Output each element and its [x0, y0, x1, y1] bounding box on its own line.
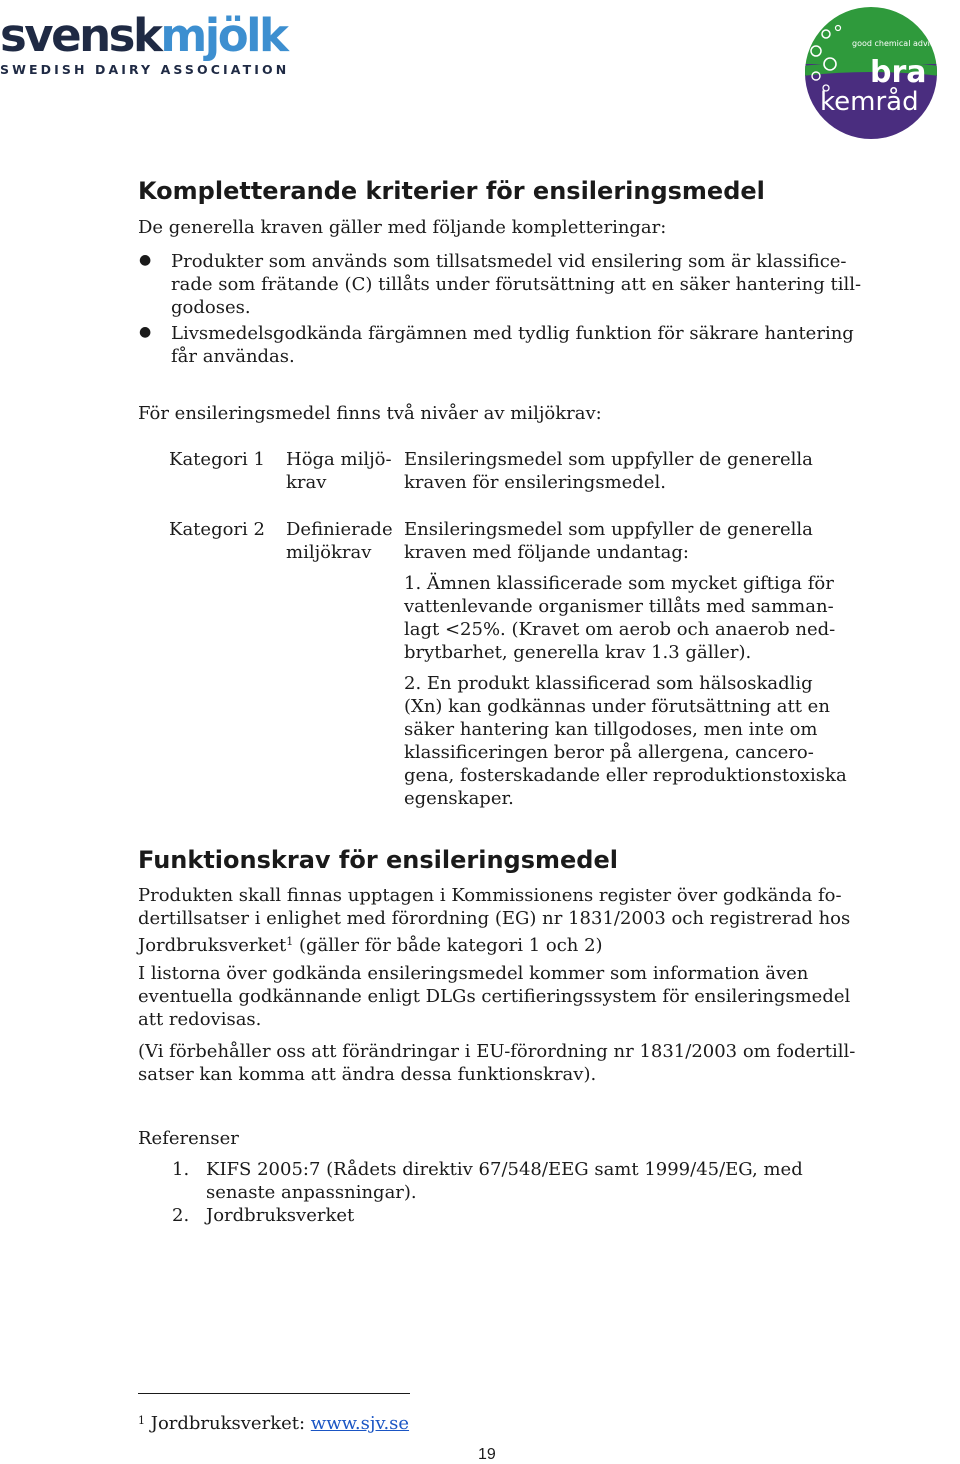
footnote-ref: 1	[286, 935, 294, 948]
category-2-exception-1: 1. Ämnen klassificerade som mycket giftiga för vattenlevande organismer tillåts med samman- lagt <25%. (Kravet om aerob och anaerob ned- brytbarhet, generella krav 1.3 gäller).	[404, 573, 836, 663]
category-1-name: Kategori 1	[169, 449, 265, 470]
section-title-criteria: Kompletterande kriterier för ensileringsmedel	[138, 177, 765, 205]
reference-item-2: Jordbruksverket	[206, 1205, 355, 1226]
reference-item-1: KIFS 2005:7 (Rådets direktiv 67/548/EEG samt 1999/45/EG, med senaste anpassningar).	[206, 1159, 803, 1203]
bullet-marker: ●	[139, 324, 152, 340]
reference-number: 1.	[172, 1159, 190, 1180]
category-2-exception-2: 2. En produkt klassificerad som hälsoskadlig (Xn) kan godkännas under förutsättning att en säker hantering kan tillgodoses, men inte om klassificeringen beror på allergena, cancero- gena, fosterskadande eller reproduktionstoxiska egenskaper.	[404, 673, 847, 809]
section-title-function: Funktionskrav för ensileringsmedel	[138, 846, 618, 874]
category-2-level: Definierade miljökrav	[286, 519, 393, 563]
function-paragraph-3: (Vi förbehåller oss att förändringar i EU-förordning nr 1831/2003 om fodertill- satser kan komma att ändra dessa funktionskrav).	[138, 1041, 856, 1085]
logo-kemrad-text: kemråd	[820, 87, 919, 117]
reference-number: 2.	[172, 1205, 190, 1226]
function-paragraph-2: I listorna över godkända ensileringsmedel kommer som information även eventuella godkännande enligt DLGs certifieringssystem för ensileringsmedel att redovisas.	[138, 963, 851, 1030]
references-title: Referenser	[138, 1128, 239, 1149]
function-paragraph-1: Produkten skall finnas upptagen i Kommissionens register över godkända fo- dertillsatser i enlighet med förordning (EG) nr 1831/2003 och registrerad hos Jordbruksverket$^1$ (gäller för både kategori 1 och 2)	[138, 885, 851, 956]
logo-bra-text: bra	[870, 55, 927, 90]
page-number: 19	[478, 1446, 496, 1463]
category-1-level: Höga miljö- krav	[286, 449, 392, 493]
logo-wordmark: svenskmjölk	[0, 9, 287, 62]
levels-intro: För ensileringsmedel finns två nivåer av miljökrav:	[138, 403, 602, 424]
footnote-divider	[138, 1393, 410, 1394]
svensk-mjolk-logo	[0, 9, 300, 77]
section-intro: De generella kraven gäller med följande kompletteringar:	[138, 217, 667, 238]
logo-tagline: SWEDISH DAIRY ASSOCIATION	[0, 62, 290, 77]
bra-kemrad-logo	[786, 6, 956, 140]
category-2-description: Ensileringsmedel som uppfyller de generella kraven med följande undantag:	[404, 519, 813, 563]
footnote-link[interactable]: www.sjv.se	[310, 1413, 410, 1434]
bullet-item-2: Livsmedelsgodkända färgämnen med tydlig funktion för säkrare hantering får användas.	[171, 323, 854, 367]
logo-small-text: good chemical advice	[852, 39, 940, 48]
footnote: $^1$ Jordbruksverket: www.sjv.se	[138, 1413, 410, 1434]
bullet-marker: ●	[139, 252, 152, 268]
category-1-description: Ensileringsmedel som uppfyller de generella kraven för ensileringsmedel.	[404, 449, 813, 493]
category-2-name: Kategori 2	[169, 519, 265, 540]
bullet-item-1: Produkter som används som tillsatsmedel vid ensilering som är klassifice- rade som frätande (C) tillåts under förutsättning att en säker hantering till- godoses.	[171, 251, 862, 318]
